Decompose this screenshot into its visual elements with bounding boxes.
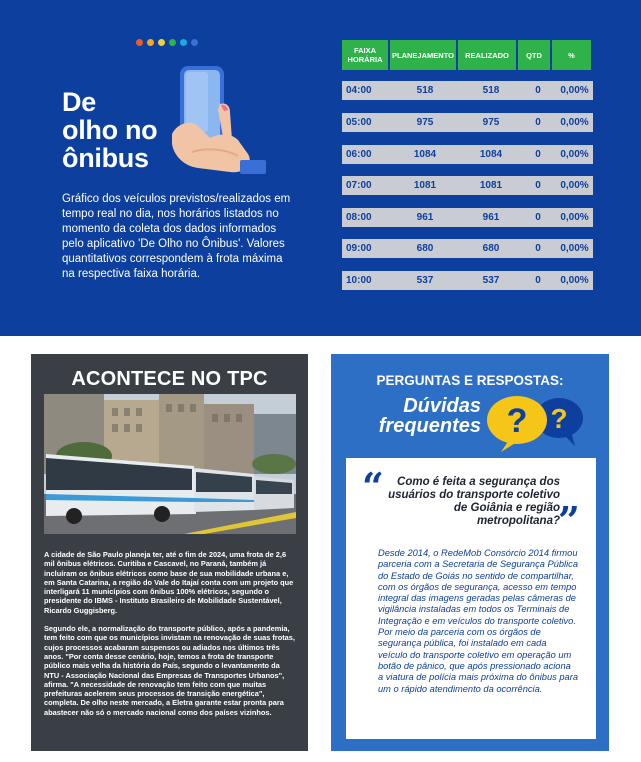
cell-qtd: 0 bbox=[535, 243, 541, 254]
cell-planejamento: 537 bbox=[416, 275, 434, 286]
cell-realizado: 975 bbox=[482, 117, 500, 128]
news-title: ACONTECE NO TPC bbox=[71, 368, 268, 390]
news-card bbox=[31, 354, 308, 751]
table-row bbox=[342, 239, 593, 258]
news-paragraph: Segundo ele, a normalização do transporte público, após a pandemia, tem feito com que os municípios invistam na renovação de suas frotas, cujos processos acabaram suspensos ou adiados nos últimos três anos. "Por conta desse cenário, hoje, temos a frota de transporte público mais velha da história do País, segundo o levantamento da NTU - Associação Nacional das Empresas de Transportes Urbanos", afirma. "A necessidade de renovação tem feito com que muitas prefeituras acelerem seus processos de transição energética", completa. De olho neste mercado, a Eletra garante estar pronta para abastecer não só o mercado nacional como dos países vizinhos. bbox=[44, 624, 295, 717]
cell-planejamento: 1084 bbox=[413, 149, 437, 160]
cell-planejamento: 518 bbox=[416, 85, 434, 96]
bus-photo bbox=[44, 394, 296, 534]
banner-title bbox=[62, 88, 157, 172]
faq-answer-box bbox=[346, 458, 596, 739]
table-row bbox=[342, 145, 593, 164]
cell-percent: 0,00% bbox=[560, 243, 589, 254]
hand-phone-icon bbox=[168, 64, 278, 176]
electric-bus-illustration bbox=[44, 394, 296, 534]
cell-realizado: 537 bbox=[482, 275, 500, 286]
cell-time: 04:00 bbox=[346, 85, 372, 96]
cell-percent: 0,00% bbox=[560, 212, 589, 223]
faq-answer: Desde 2014, o RedeMob Consórcio 2014 firmou parceria com a Secretaria de Segurança Pública do Estado de Goiás no sentido de compartilhar, com os órgãos de segurança, acesso em tempo integral das imagens geradas pelas câmeras de vigilância instaladas em todos os Terminais de Integração e em veículos do transporte coletivo. Por meio da parceria com os órgãos de segurança pública, foi instalado em cada veículo do transporte coletivo em operação um botão de pânico, que após pressionado aciona a viatura de polícia mais próxima do ônibus para um o rápido atendimento da ocorrência. bbox=[378, 548, 578, 694]
color-dot bbox=[180, 39, 187, 46]
cell-planejamento: 975 bbox=[416, 117, 434, 128]
cell-percent: 0,00% bbox=[560, 117, 589, 128]
cell-qtd: 0 bbox=[535, 149, 541, 160]
color-dot bbox=[147, 39, 154, 46]
banner-description: Gráfico dos veículos previstos/realizados em tempo real no dia, nos horários listados no momento da coleta dos dados informados pelo aplicativo 'De Olho no Ônibus'. Valores quantitativos correspondem à frota máxima na respectiva faixa horária. bbox=[62, 193, 291, 280]
cell-qtd: 0 bbox=[535, 212, 541, 223]
color-dots bbox=[136, 39, 198, 46]
faq-title-line: frequentes bbox=[378, 415, 481, 437]
svg-text:?: ? bbox=[506, 402, 528, 440]
table-row bbox=[342, 113, 593, 132]
cell-time: 06:00 bbox=[346, 149, 372, 160]
top-banner bbox=[0, 0, 641, 336]
cell-planejamento: 961 bbox=[416, 212, 434, 223]
close-quote-icon: ” bbox=[558, 498, 580, 543]
faq-heading: PERGUNTAS E RESPOSTAS: bbox=[376, 373, 564, 388]
color-dot bbox=[136, 39, 143, 46]
cell-realizado: 961 bbox=[482, 212, 500, 223]
cell-percent: 0,00% bbox=[560, 85, 589, 96]
table-header-row bbox=[342, 40, 591, 70]
schedule-table bbox=[342, 40, 591, 286]
banner-title-line: De bbox=[62, 87, 96, 117]
news-paragraph: A cidade de São Paulo planeja ter, até o fim de 2024, uma frota de 2,6 mil ônibus elétricos. Curitiba e Cascavel, no Paraná, também já incluíram os ônibus elétricos como base de sua mobilidade urbana e, em Santa Catarina, a região do Vale do Itajaí conta com um projeto que interligará 11 municípios com ônibus 100% elétricos, segundo o presidente do IBMS - Instituto Brasileiro de Mobilidade Sustentável, Ricardo Guggisberg. bbox=[44, 550, 294, 615]
cell-realizado: 680 bbox=[482, 243, 500, 254]
cell-qtd: 0 bbox=[535, 275, 541, 286]
header-cell-qtd: QTD bbox=[518, 40, 550, 70]
cell-qtd: 0 bbox=[535, 180, 541, 191]
cell-time: 08:00 bbox=[346, 212, 372, 223]
table-row bbox=[342, 176, 593, 195]
cell-realizado: 518 bbox=[482, 85, 500, 96]
svg-text:?: ? bbox=[550, 403, 568, 434]
color-dot bbox=[158, 39, 165, 46]
cell-time: 09:00 bbox=[346, 243, 372, 254]
faq-question: Como é feita a segurança dos usuários do transporte coletivo de Goiânia e região metropolitana? bbox=[388, 476, 560, 527]
faq-card bbox=[331, 354, 609, 751]
header-cell-realizado: REALIZADO bbox=[458, 40, 516, 70]
question-bubble-yellow-icon bbox=[487, 396, 547, 452]
news-body bbox=[44, 550, 296, 726]
faq-title-line: Dúvidas bbox=[403, 395, 481, 417]
question-bubbles-icon bbox=[483, 394, 587, 452]
cell-percent: 0,00% bbox=[560, 149, 589, 160]
cell-realizado: 1084 bbox=[479, 149, 503, 160]
cell-percent: 0,00% bbox=[560, 180, 589, 191]
header-cell-faixa-horaria: FAIXA HORÁRIA bbox=[342, 40, 388, 70]
color-dot bbox=[169, 39, 176, 46]
faq-title bbox=[359, 396, 481, 436]
cell-qtd: 0 bbox=[535, 117, 541, 128]
cell-time: 10:00 bbox=[346, 275, 372, 286]
header-cell-planejamento: PLANEJAMENTO bbox=[390, 40, 456, 70]
cell-planejamento: 1081 bbox=[413, 180, 437, 191]
banner-title-line: ônibus bbox=[62, 143, 149, 173]
color-dot bbox=[191, 39, 198, 46]
banner-title-line: olho no bbox=[62, 115, 158, 145]
header-cell-percent: % bbox=[552, 40, 591, 70]
cell-time: 07:00 bbox=[346, 180, 372, 191]
cell-time: 05:00 bbox=[346, 117, 372, 128]
open-quote-icon: “ bbox=[362, 464, 384, 509]
table-row bbox=[342, 208, 593, 227]
table-row bbox=[342, 271, 593, 290]
cell-realizado: 1081 bbox=[479, 180, 503, 191]
cell-percent: 0,00% bbox=[560, 275, 589, 286]
table-row bbox=[342, 81, 593, 100]
cell-qtd: 0 bbox=[535, 85, 541, 96]
cell-planejamento: 680 bbox=[416, 243, 434, 254]
